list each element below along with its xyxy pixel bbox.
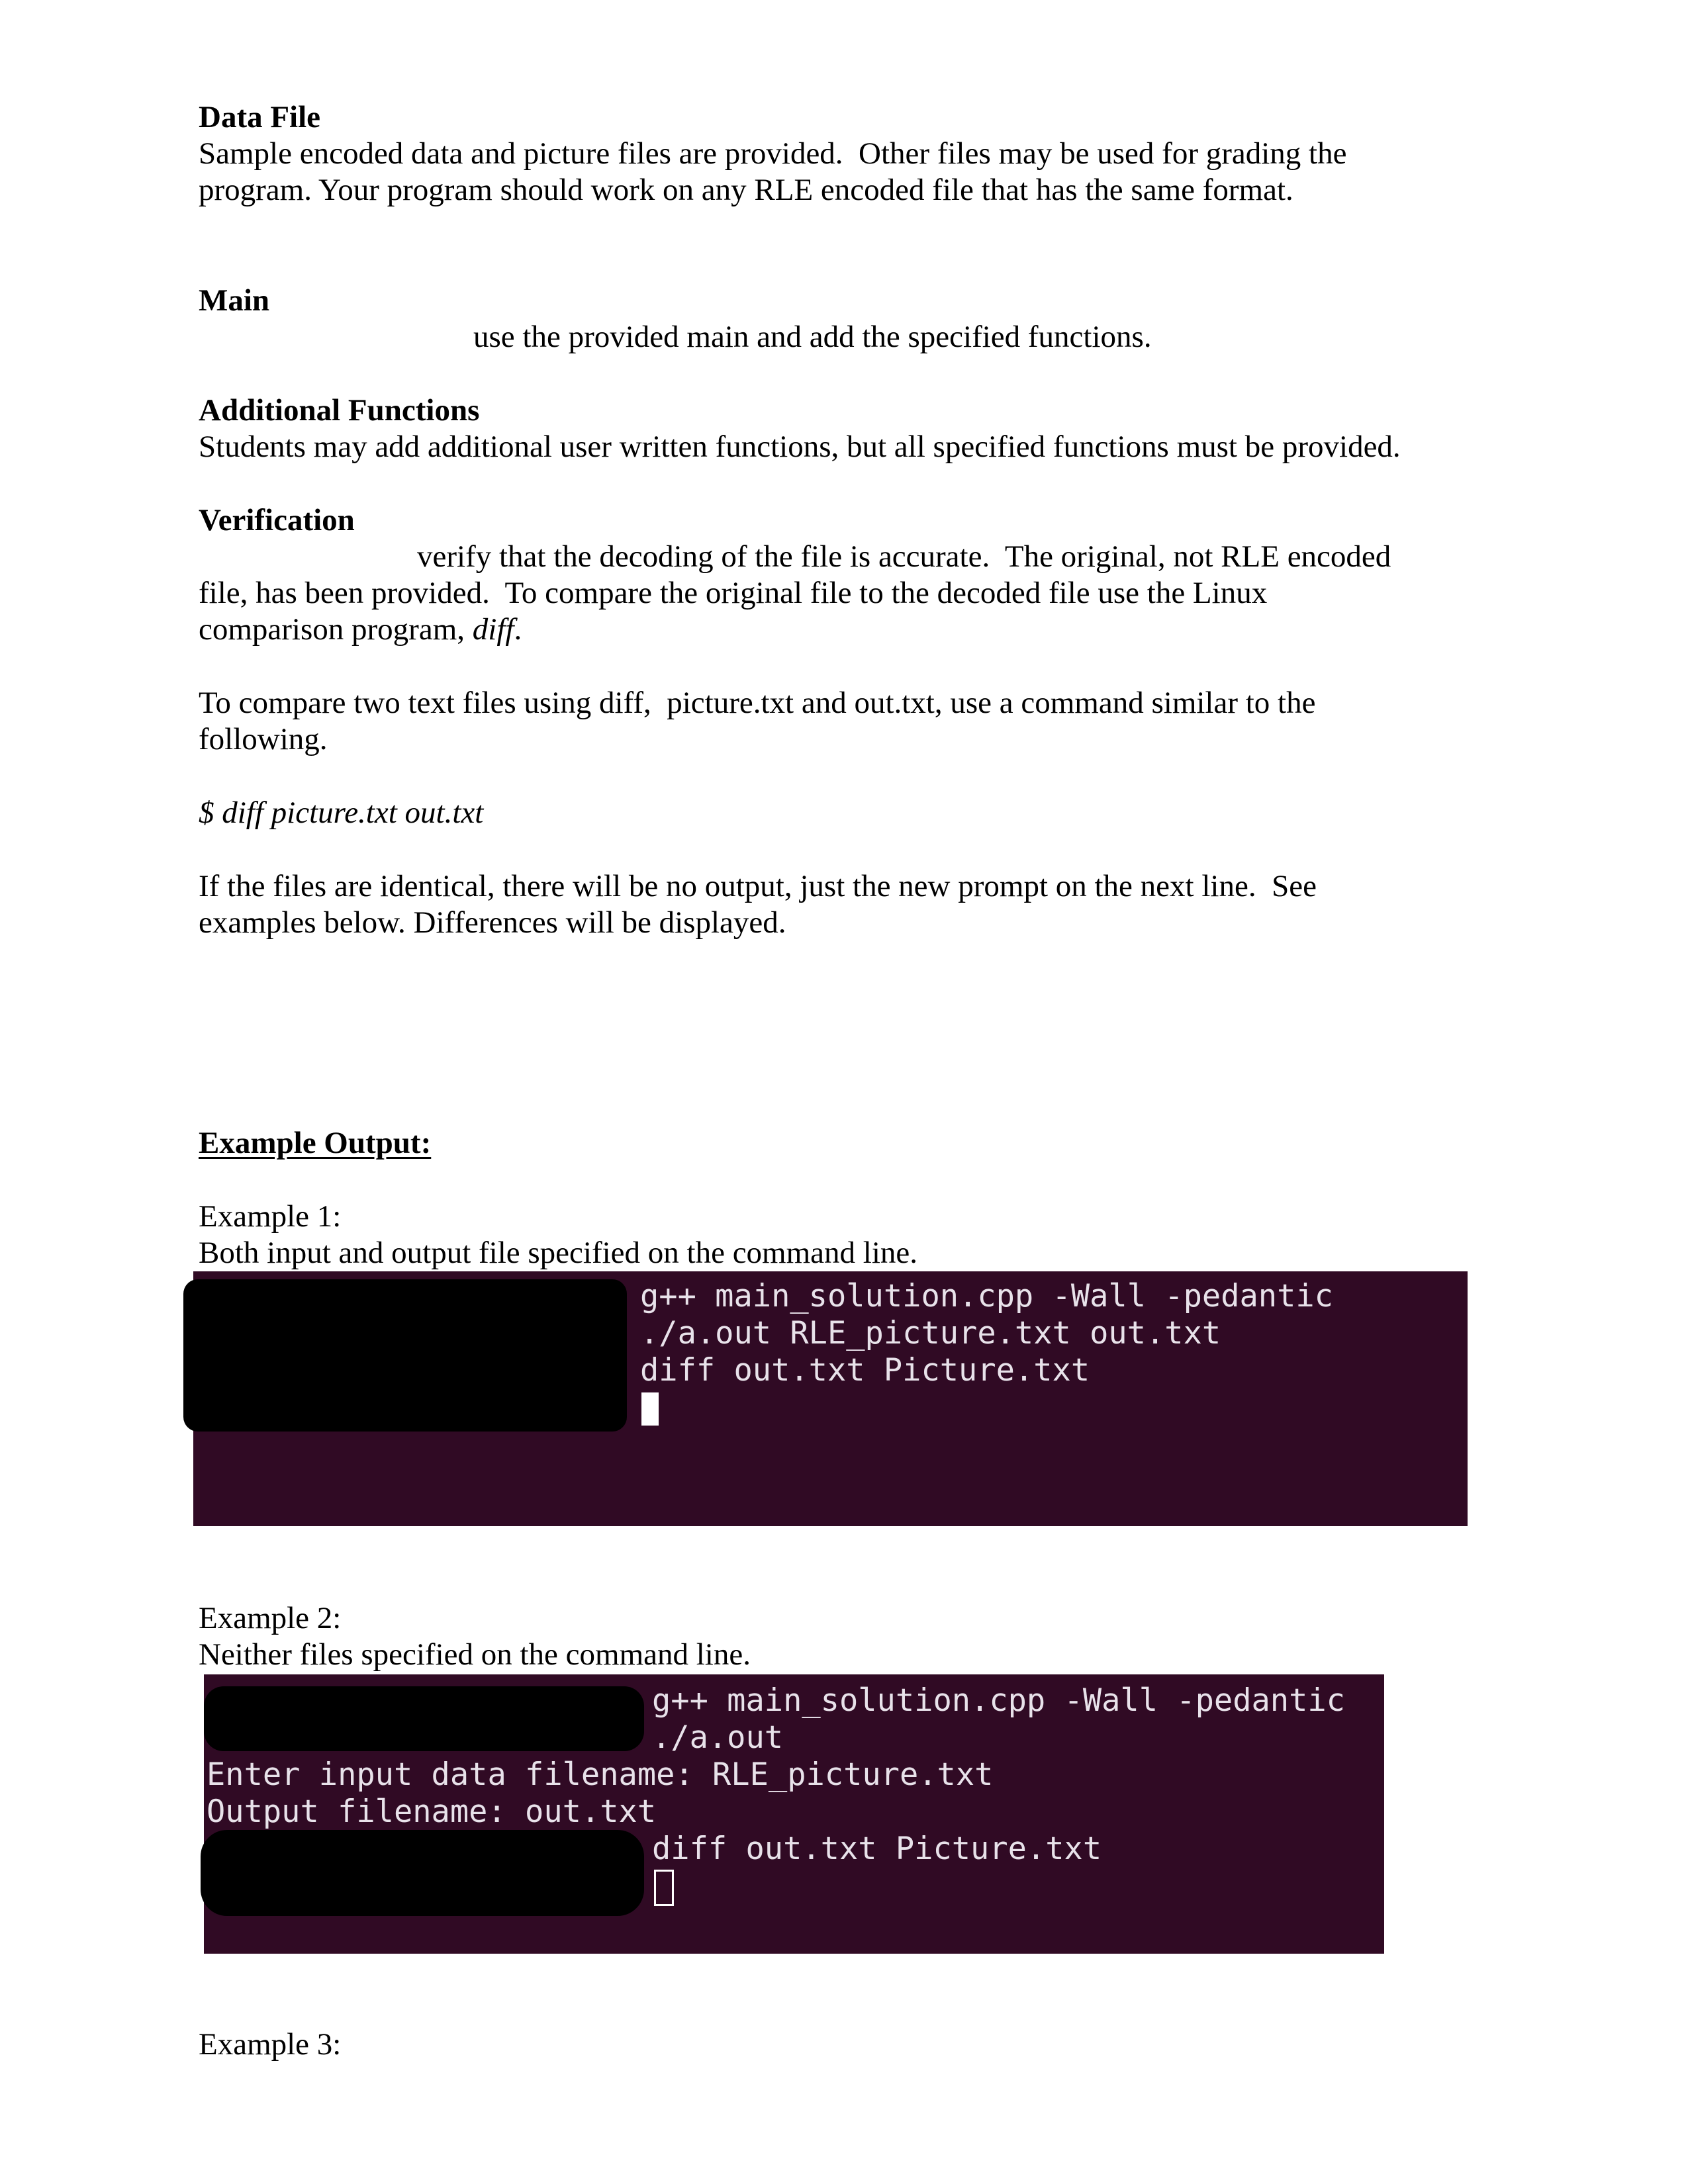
diff-program-name: diff	[472, 612, 514, 647]
verification-line-3-suffix: .	[514, 612, 522, 647]
identical-line-2: examples below. Differences will be displayed.	[199, 905, 786, 940]
terminal-line: ./a.out	[652, 1719, 784, 1756]
compare-line-1: To compare two text files using diff, picture.txt and out.txt, use a command similar to the	[199, 686, 1316, 720]
data-file-line-2: program. Your program should work on any RLE encoded file that has the same format.	[199, 173, 1293, 207]
terminal-line: diff out.txt Picture.txt	[652, 1831, 1102, 1867]
redacted-prompt-block	[201, 1830, 644, 1916]
terminal-cursor	[641, 1392, 659, 1426]
additional-functions-line-1: Students may add additional user written functions, but all specified functions must be provided.	[199, 430, 1401, 464]
example-2-description: Neither files specified on the command line.	[199, 1637, 751, 1672]
verification-line-2: file, has been provided. To compare the original file to the decoded file use the Linux	[199, 576, 1268, 610]
redacted-prompt-block	[183, 1279, 627, 1432]
example-output-heading: Example Output:	[199, 1126, 432, 1160]
main-heading: Main	[199, 283, 270, 318]
terminal-line: Output filename: out.txt	[207, 1794, 657, 1830]
terminal-line: Enter input data filename: RLE_picture.txt	[207, 1756, 994, 1793]
redacted-prompt-block	[204, 1686, 644, 1751]
diff-command: $ diff picture.txt out.txt	[199, 796, 484, 830]
verification-line-3	[199, 612, 522, 648]
example-2-terminal	[204, 1674, 1384, 1954]
terminal-line: g++ main_solution.cpp -Wall -pedantic	[640, 1278, 1333, 1314]
terminal-line: g++ main_solution.cpp -Wall -pedantic	[652, 1682, 1345, 1719]
terminal-cursor	[654, 1870, 674, 1906]
example-1-terminal	[193, 1271, 1468, 1526]
main-line-1: use the provided main and add the specified functions.	[473, 320, 1152, 354]
example-1-title: Example 1:	[199, 1199, 342, 1234]
verification-heading: Verification	[199, 503, 355, 537]
terminal-line: diff out.txt Picture.txt	[640, 1352, 1090, 1388]
verification-line-3-prefix: comparison program,	[199, 612, 473, 647]
data-file-line-1: Sample encoded data and picture files are provided. Other files may be used for grading the	[199, 136, 1347, 171]
additional-functions-heading: Additional Functions	[199, 393, 480, 428]
example-3-title: Example 3:	[199, 2027, 342, 2062]
identical-line-1: If the files are identical, there will be no output, just the new prompt on the next line. See	[199, 869, 1317, 903]
example-1-description: Both input and output file specified on the command line.	[199, 1236, 918, 1270]
terminal-line: ./a.out RLE_picture.txt out.txt	[640, 1315, 1221, 1351]
verification-line-1: verify that the decoding of the file is accurate. The original, not RLE encoded	[417, 539, 1391, 574]
compare-line-2: following.	[199, 722, 328, 756]
example-2-title: Example 2:	[199, 1601, 342, 1635]
data-file-heading: Data File	[199, 100, 321, 134]
